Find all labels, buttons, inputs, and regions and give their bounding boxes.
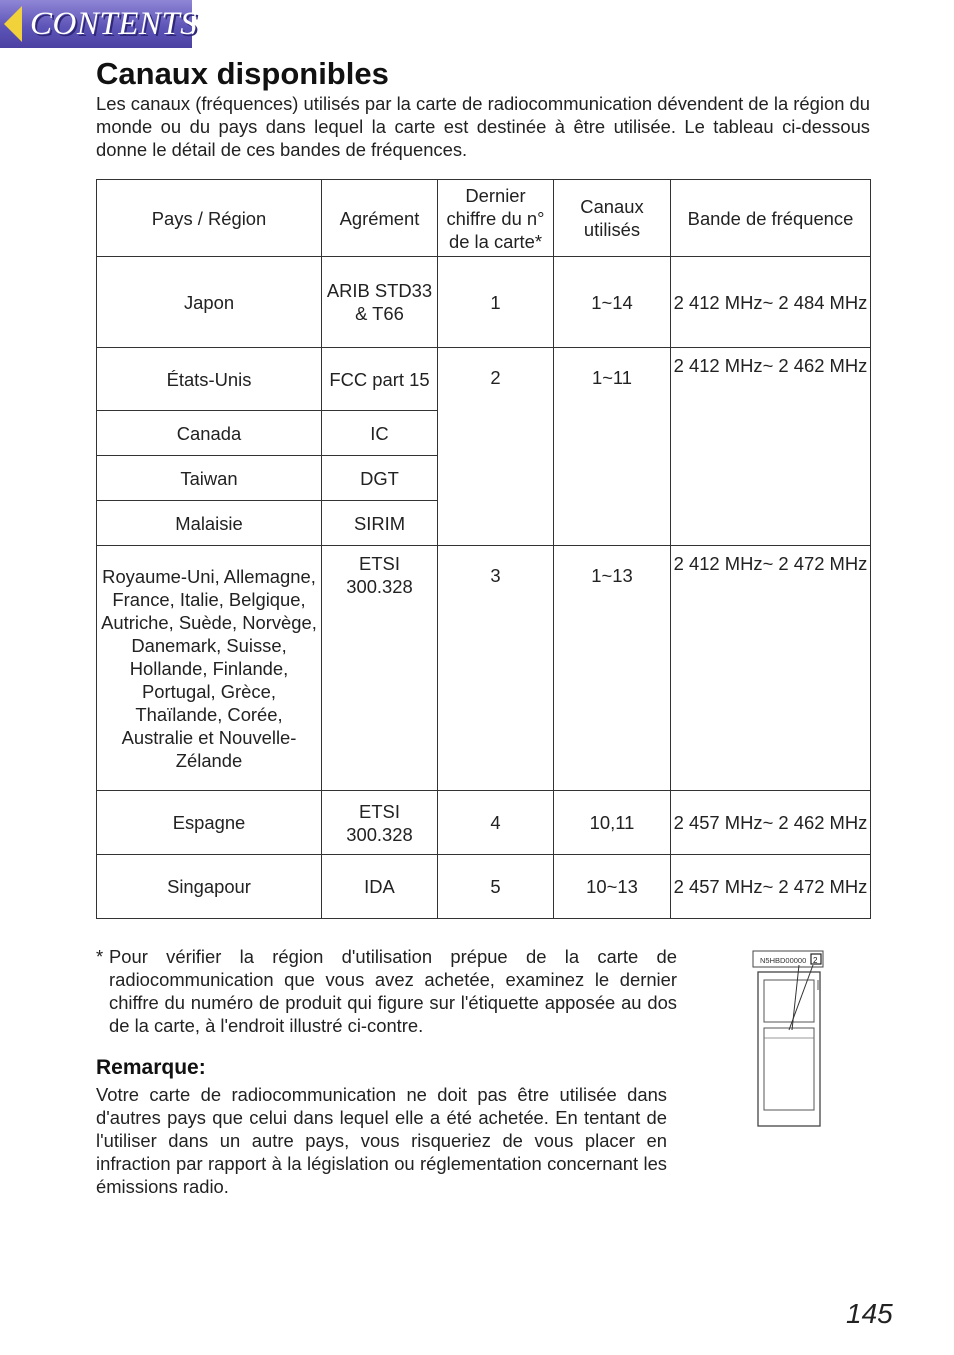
cell-band: 2 412 MHz~ 2 484 MHz	[671, 257, 871, 348]
table-row	[97, 791, 871, 855]
header-digit: Dernier chiffre du n° de la carte*	[438, 180, 554, 257]
cell-digit: 3	[438, 546, 554, 791]
footnote	[96, 945, 677, 1037]
footnote-marker: *	[96, 946, 104, 967]
remark-text: Votre carte de radiocommunication ne doit pas être utilisée dans d'autres pays que celui dans lequel elle a été achetée. En tentant de l'utiliser dans un autre pays, vous risqueriez de vous placer en infraction par rapport à la législation ou réglementation concernant les émissions radio.	[96, 1084, 667, 1197]
page-number: 145	[846, 1298, 893, 1329]
header-region: Pays / Région	[97, 180, 322, 257]
cell-region: Canada	[97, 411, 322, 456]
table-header-row	[97, 180, 871, 257]
label-digit: 2	[813, 956, 818, 965]
cell-band: 2 412 MHz~ 2 462 MHz	[671, 348, 871, 546]
cell-channels: 1~11	[554, 348, 671, 546]
card-body	[758, 972, 820, 1126]
table-row	[97, 546, 871, 791]
cell-approval: FCC part 15	[322, 348, 438, 411]
cell-approval: IDA	[322, 855, 438, 919]
contents-label: CONTENTS	[30, 5, 198, 42]
table-row	[97, 348, 871, 411]
cell-region: Royaume-Uni, Allemagne, France, Italie, Belgique, Autriche, Suède, Norvège, Danemark, Suisse, Hollande, Finlande, Portugal, Grèce, Thaïlande, Corée, Australie et Nouvelle-Zélande	[97, 546, 322, 791]
cell-band: 2 457 MHz~ 2 462 MHz	[671, 791, 871, 855]
cell-approval: ARIB STD33 & T66	[322, 257, 438, 348]
cell-approval: IC	[322, 411, 438, 456]
cell-region: Japon	[97, 257, 322, 348]
cell-channels: 10,11	[554, 791, 671, 855]
cell-region: Taiwan	[97, 456, 322, 501]
cell-channels: 1~14	[554, 257, 671, 348]
cell-approval: SIRIM	[322, 501, 438, 546]
contents-button[interactable]	[0, 0, 198, 48]
table-row	[97, 855, 871, 919]
cell-approval: DGT	[322, 456, 438, 501]
cell-channels: 10~13	[554, 855, 671, 919]
cell-approval: ETSI 300.328	[322, 791, 438, 855]
cell-digit: 4	[438, 791, 554, 855]
header-approval: Agrément	[322, 180, 438, 257]
table-row	[97, 257, 871, 348]
cell-digit: 2	[438, 348, 554, 546]
back-arrow-icon	[4, 6, 22, 42]
remark-title: Remarque:	[96, 1056, 206, 1079]
cell-digit: 1	[438, 257, 554, 348]
header-band: Bande de fréquence	[671, 180, 871, 257]
cell-band: 2 412 MHz~ 2 472 MHz	[671, 546, 871, 791]
cell-digit: 5	[438, 855, 554, 919]
cell-approval: ETSI 300.328	[322, 546, 438, 791]
label-code: N5HBD00000	[760, 956, 807, 965]
cell-band: 2 457 MHz~ 2 472 MHz	[671, 855, 871, 919]
footnote-text: Pour vérifier la région d'utilisation prépue de la carte de radiocommunication que vous avez achetée, examinez le dernier chiffre du numéro de produit qui figure sur l'étiquette apposée au dos de la carte, à l'endroit illustré ci-contre.	[109, 946, 677, 1036]
header-channels: Canaux utilisés	[554, 180, 671, 257]
cell-region: États-Unis	[97, 348, 322, 411]
cell-channels: 1~13	[554, 546, 671, 791]
cell-region: Espagne	[97, 791, 322, 855]
intro-paragraph: Les canaux (fréquences) utilisés par la carte de radiocommunication dévendent de la région du monde ou du pays dans lequel la carte est destinée à être utilisée. Le tableau ci-dessous donne le détail de ces bandes de fréquences.	[96, 93, 870, 160]
frequency-table	[96, 179, 871, 919]
cell-region: Singapour	[97, 855, 322, 919]
card-label-illustration	[752, 950, 826, 1130]
page-title: Canaux disponibles	[96, 56, 389, 91]
cell-region: Malaisie	[97, 501, 322, 546]
